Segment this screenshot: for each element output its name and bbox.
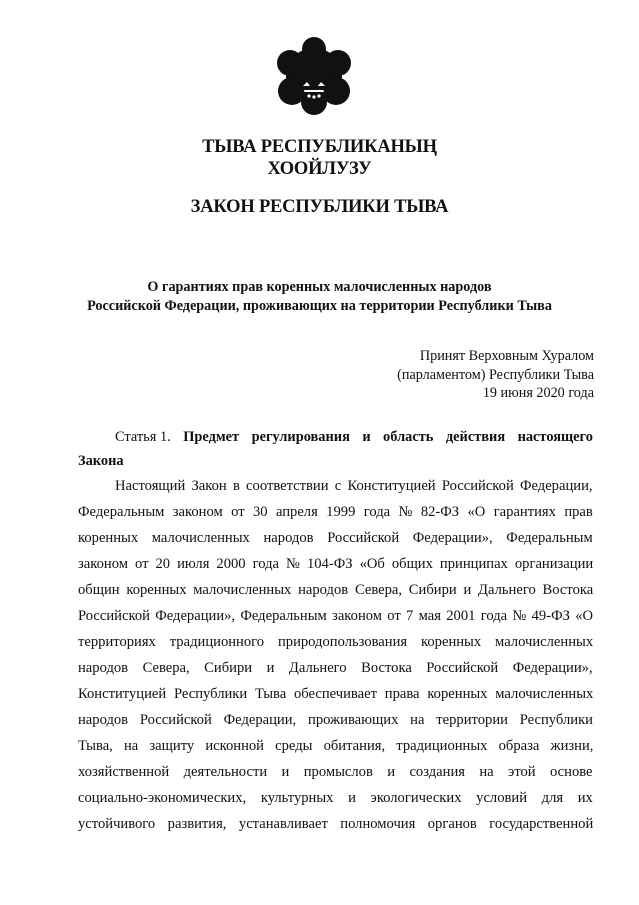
body-text-line: Тыва, на защиту исконной среды обитания, традиционных образа жизни, xyxy=(78,738,594,754)
header-title-tuvan-law: ХООЙЛУЗУ xyxy=(267,159,372,179)
article-title-word: регулирования xyxy=(251,429,350,445)
article-title-word: настоящего xyxy=(517,429,593,445)
article-title-word: действия xyxy=(445,429,506,445)
emblem-icon xyxy=(273,36,355,116)
body-text-line: Настоящий Закон в соответствии с Конституцией Российской Федерации, xyxy=(115,478,593,494)
body-text-line: Федеральным законом от 30 апреля 1999 года № 82-ФЗ «О гарантиях прав xyxy=(78,504,593,520)
adoption-note-line2: (парламентом) Республики Тыва xyxy=(397,367,594,383)
body-text-line: хозяйственной деятельности и промыслов и создания на этой основе xyxy=(78,764,593,780)
article-label: Статья 1. xyxy=(115,429,171,445)
article-title-word: Предмет xyxy=(183,429,240,445)
body-text-line: коренных малочисленных народов Российской Федерации», Федеральным xyxy=(78,530,593,546)
body-text-line: Конституцией Республики Тыва обеспечивает права коренных малочисленных xyxy=(78,686,594,702)
body-text-line: устойчивого развития, устанавливает полномочия органов государственной xyxy=(78,816,594,832)
body-text-line: общин коренных малочисленных народов Севера, Сибири и Дальнего Востока xyxy=(78,582,594,598)
article-title-end: Закона xyxy=(78,452,124,469)
header-title-russian: ЗАКОН РЕСПУБЛИКИ ТЫВА xyxy=(190,197,449,217)
law-subtitle-line2: Российской Федерации, проживающих на территории Республики Тыва xyxy=(87,298,552,314)
article-heading xyxy=(78,426,593,473)
body-text-line: Российской Федерации», Федеральным законом от 7 мая 2001 года № 49-ФЗ «О xyxy=(78,608,594,624)
article-title-word: и xyxy=(362,429,371,445)
coat-of-arms-emblem xyxy=(273,36,355,116)
header-title-tuvan: ТЫВА РЕСПУБЛИКАНЫҢ xyxy=(202,137,437,157)
law-subtitle-line1: О гарантиях прав коренных малочисленных народов xyxy=(147,279,492,295)
body-text-line: законом от 20 июля 2000 года № 104-ФЗ «Об общих принципах организации xyxy=(78,556,594,572)
adoption-date: 19 июня 2020 года xyxy=(482,385,594,401)
body-text-line: народов Российской Федерации, проживающих на территории Республики xyxy=(78,712,593,728)
adoption-note-line1: Принят Верховным Хуралом xyxy=(419,348,594,364)
article-title-word: область xyxy=(383,429,434,445)
body-text-line: социально-экономических, культурных и экологических условий для их xyxy=(78,790,593,806)
body-text-line: народов Севера, Сибири и Дальнего Востока Российской Федерации», xyxy=(78,660,593,676)
body-text-line: территориях традиционного природопользования коренных малочисленных xyxy=(78,634,594,650)
